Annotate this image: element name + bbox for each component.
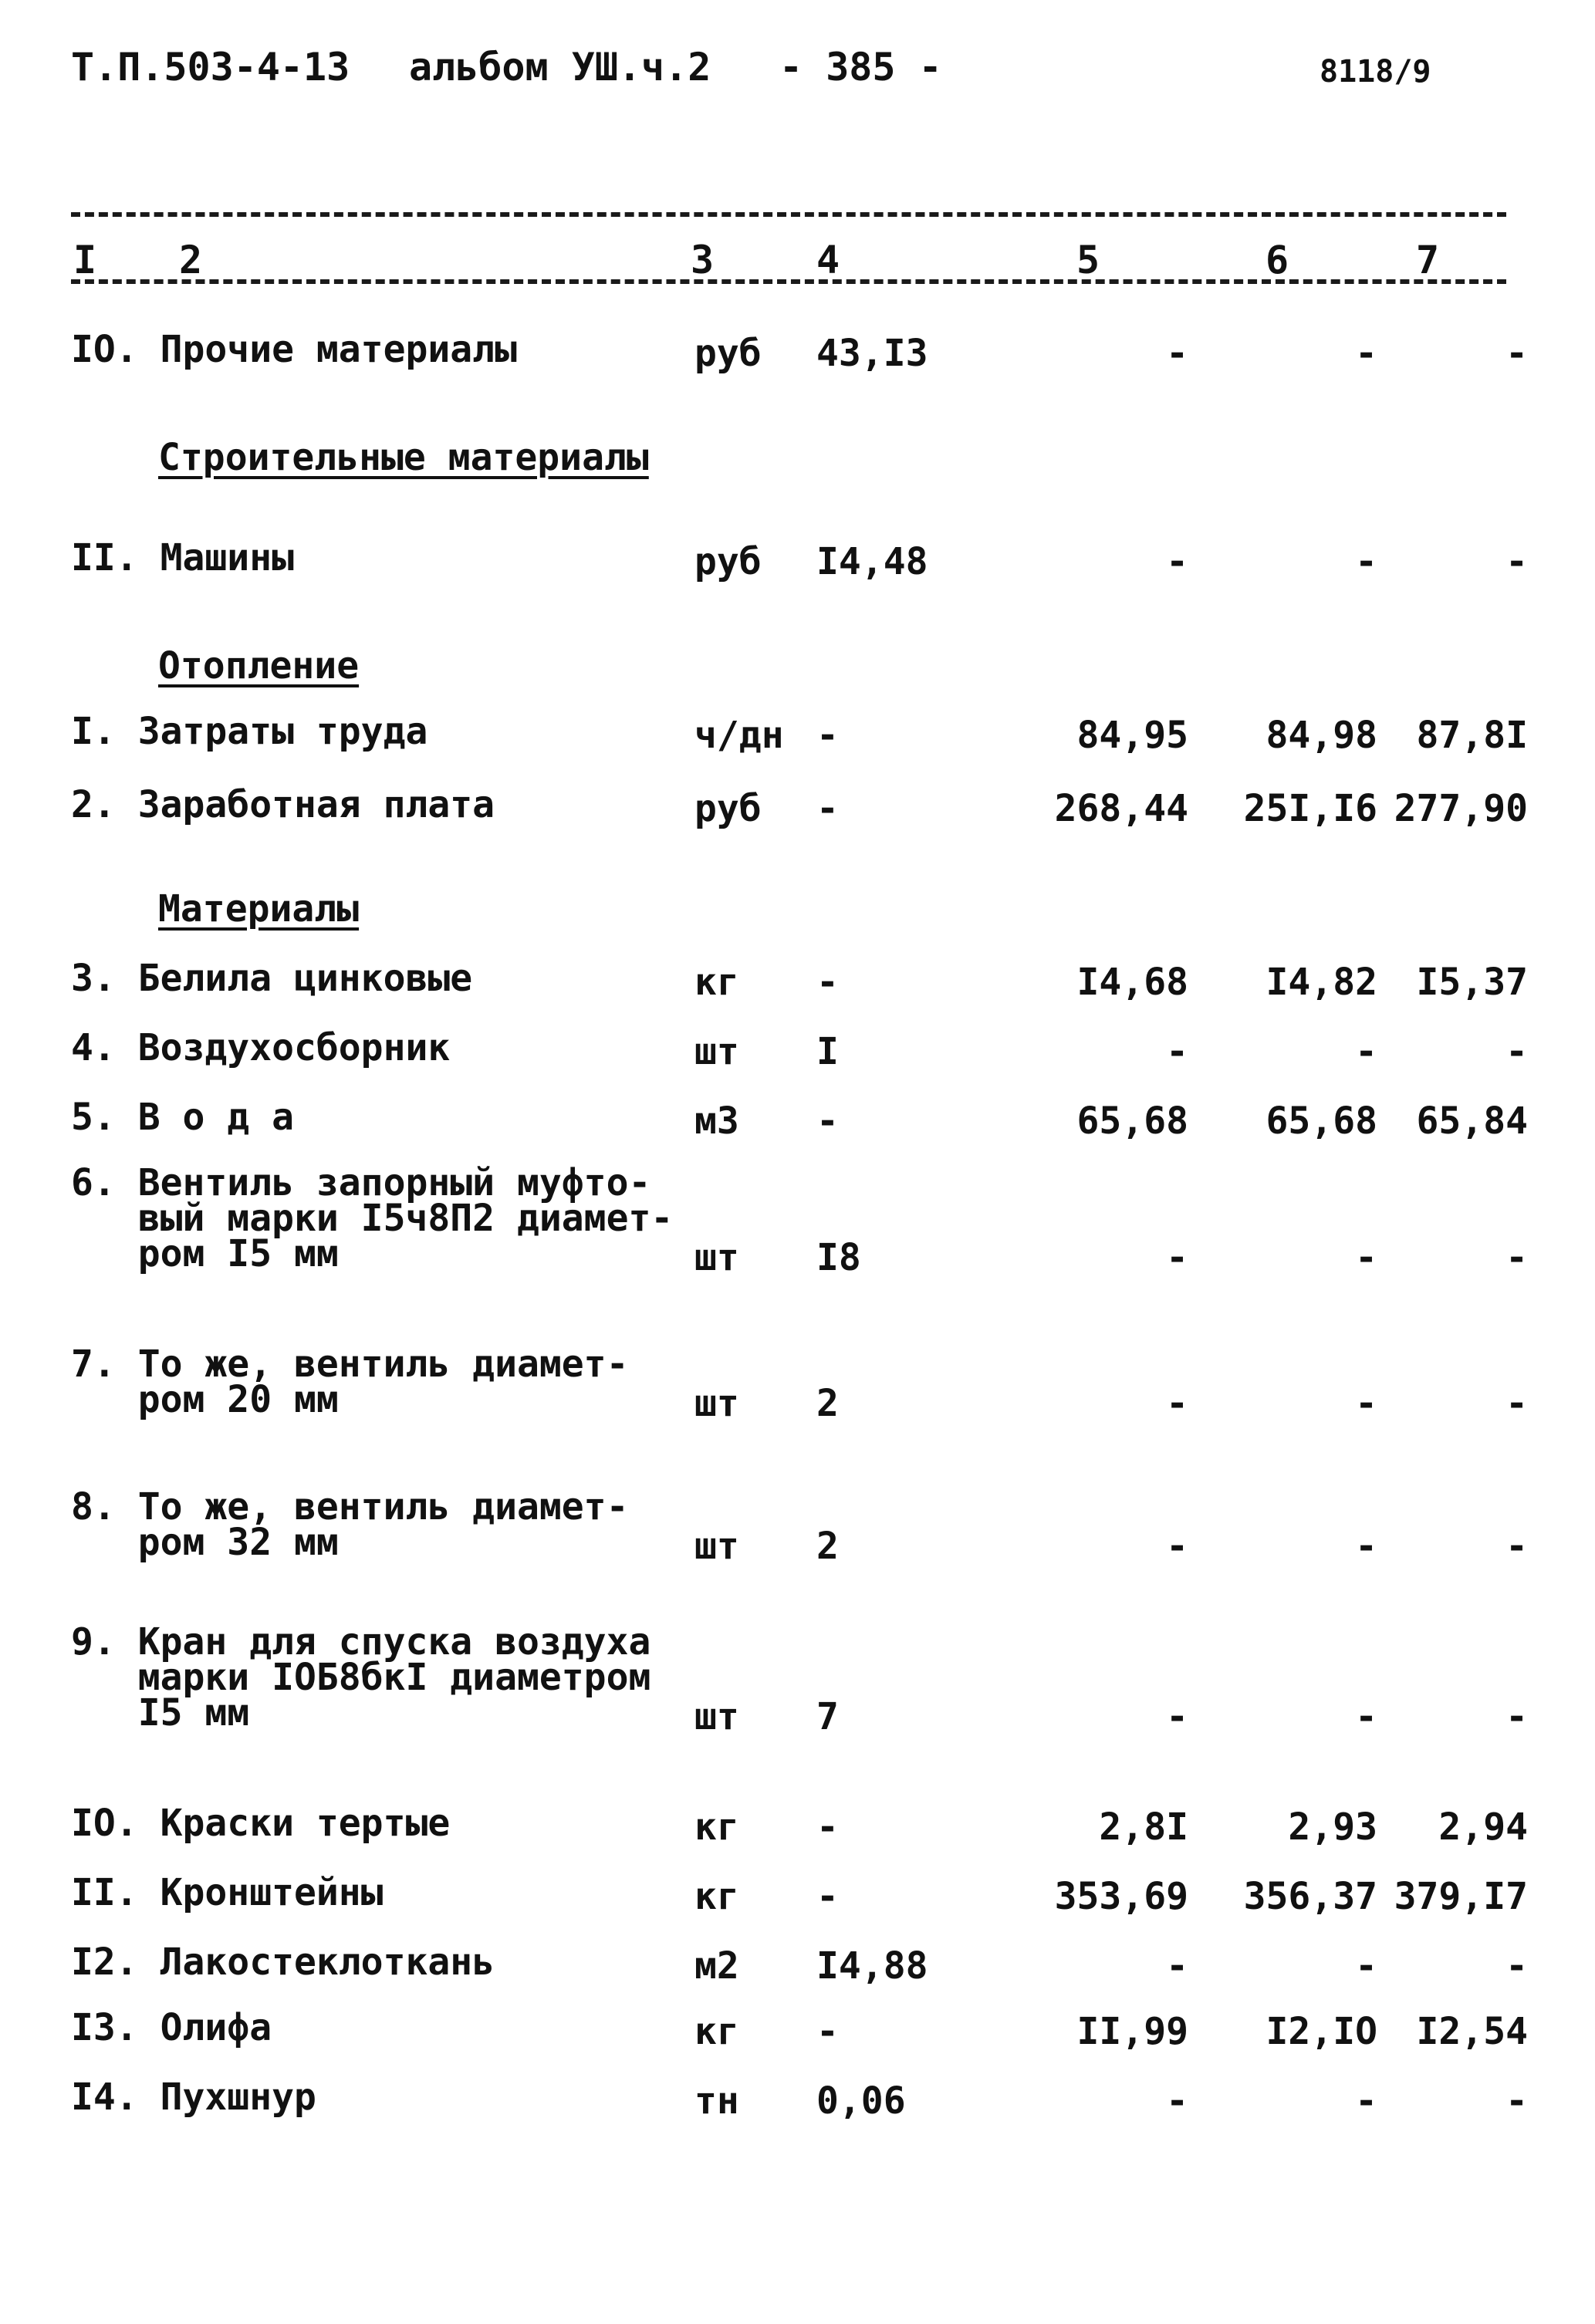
col-number-1: I: [73, 238, 97, 282]
col6-value: 25I,I6: [1243, 787, 1377, 830]
col5-value: 353,69: [1054, 1875, 1188, 1918]
item-unit: шт: [694, 1695, 739, 1738]
item-name-line: 9. Кран для спуска воздуха: [71, 1620, 651, 1664]
item-unit: кг: [694, 2010, 739, 2053]
col5-value: -: [1166, 332, 1188, 375]
item-name-line: 6. Вентиль запорный муфто-: [71, 1161, 651, 1204]
item-unit: шт: [694, 1030, 739, 1073]
col6-value: 65,68: [1266, 1100, 1377, 1143]
col-number-7: 7: [1416, 238, 1440, 282]
col6-value: I2,IO: [1266, 2010, 1377, 2053]
item-unit: шт: [694, 1525, 739, 1568]
col5-value: -: [1166, 1525, 1188, 1568]
col6-value: -: [1355, 2079, 1377, 2123]
item-name: [71, 1096, 294, 1139]
item-unit: руб: [694, 540, 762, 583]
item-name-line: ром 32 мм: [71, 1521, 339, 1564]
item-name-line: IO. Краски тертые: [71, 1802, 451, 1845]
col5-value: -: [1166, 540, 1188, 583]
item-name-line: I3. Олифа: [71, 2006, 272, 2049]
item-name: [71, 957, 473, 1000]
item-name-line: 5. В о д а: [71, 1096, 294, 1139]
item-unit: шт: [694, 1382, 739, 1425]
col7-value: -: [1505, 540, 1528, 583]
item-unit: ч/дн: [694, 714, 784, 757]
item-unit: кг: [694, 1805, 739, 1849]
col6-value: -: [1355, 1236, 1377, 1279]
item-unit: руб: [694, 332, 762, 375]
item-name-line: 4. Воздухосборник: [71, 1026, 451, 1069]
col4-value: I4,88: [816, 1944, 928, 1988]
item-unit: кг: [694, 1875, 739, 1918]
col7-value: 87,8I: [1416, 714, 1528, 757]
col4-value: -: [816, 961, 839, 1004]
item-name-line: II. Кронштейны: [71, 1871, 384, 1914]
col7-value: -: [1505, 1695, 1528, 1738]
item-name-line: I5 мм: [71, 1691, 250, 1735]
item-name: [71, 710, 428, 753]
item-name-line: II. Машины: [71, 536, 294, 579]
item-name-line: 2. Заработная плата: [71, 783, 495, 826]
col5-value: -: [1166, 1695, 1188, 1738]
item-unit: шт: [694, 1236, 739, 1279]
col5-value: 65,68: [1076, 1100, 1188, 1143]
col7-value: -: [1505, 332, 1528, 375]
col-number-3: 3: [691, 238, 715, 282]
album-label: альбом УШ.ч.2: [409, 45, 711, 90]
item-unit: тн: [694, 2079, 739, 2123]
col6-value: -: [1355, 540, 1377, 583]
item-name: [71, 1620, 651, 1735]
col5-value: -: [1166, 2079, 1188, 2123]
item-unit: м2: [694, 1944, 739, 1988]
item-name: [71, 1871, 384, 1914]
item-unit: кг: [694, 961, 739, 1004]
table-header-rule: [71, 279, 1506, 284]
col7-value: -: [1505, 1236, 1528, 1279]
col4-value: -: [816, 1875, 839, 1918]
item-name: [71, 1343, 629, 1421]
item-name-line: 3. Белила цинковые: [71, 957, 473, 1000]
item-name-line: I. Затраты труда: [71, 710, 428, 753]
col7-value: 277,90: [1394, 787, 1528, 830]
item-name-line: IO. Прочие материалы: [71, 328, 517, 371]
col5-value: II,99: [1076, 2010, 1188, 2053]
col7-value: I2,54: [1416, 2010, 1528, 2053]
col5-value: 84,95: [1076, 714, 1188, 757]
col7-value: 2,94: [1438, 1805, 1528, 1849]
item-name-line: I4. Пухшнур: [71, 2076, 316, 2119]
col6-value: -: [1355, 1030, 1377, 1073]
doc-code: Т.П.503-4-13: [71, 45, 350, 90]
col7-value: -: [1505, 1030, 1528, 1073]
col-number-2: 2: [179, 238, 203, 282]
item-name-line: ром I5 мм: [71, 1232, 339, 1275]
col5-value: 268,44: [1054, 787, 1188, 830]
item-name: [71, 1161, 674, 1275]
item-name: [71, 1802, 451, 1845]
item-unit: м3: [694, 1100, 739, 1143]
col4-value: 43,I3: [816, 332, 928, 375]
col6-value: 356,37: [1243, 1875, 1377, 1918]
col6-value: -: [1355, 1525, 1377, 1568]
col-number-4: 4: [816, 238, 840, 282]
item-name: [71, 1026, 451, 1069]
col5-value: -: [1166, 1236, 1188, 1279]
col6-value: -: [1355, 332, 1377, 375]
item-unit: руб: [694, 787, 762, 830]
item-name-line: 7. То же, вентиль диамет-: [71, 1343, 629, 1386]
col6-value: -: [1355, 1382, 1377, 1425]
col7-value: -: [1505, 1944, 1528, 1988]
col4-value: -: [816, 714, 839, 757]
col-number-6: 6: [1266, 238, 1289, 282]
item-name: [71, 2006, 272, 2049]
item-name-line: ром 20 мм: [71, 1378, 339, 1421]
col4-value: -: [816, 787, 839, 830]
col4-value: -: [816, 2010, 839, 2053]
section-heading-heating: Отопление: [158, 644, 360, 687]
item-name: [71, 783, 495, 826]
item-name-line: I2. Лакостеклоткань: [71, 1941, 495, 1984]
item-name-line: 8. То же, вентиль диамет-: [71, 1485, 629, 1529]
col7-value: I5,37: [1416, 961, 1528, 1004]
item-name: [71, 328, 517, 371]
col4-value: -: [816, 1805, 839, 1849]
col4-value: -: [816, 1100, 839, 1143]
col7-value: -: [1505, 1382, 1528, 1425]
col6-value: 2,93: [1288, 1805, 1377, 1849]
col5-value: -: [1166, 1382, 1188, 1425]
col4-value: I8: [816, 1236, 861, 1279]
item-name-line: вый марки I5ч8П2 диамет-: [71, 1197, 674, 1240]
col5-value: -: [1166, 1030, 1188, 1073]
col4-value: 7: [816, 1695, 839, 1738]
col5-value: -: [1166, 1944, 1188, 1988]
section-heading-building: Строительные материалы: [158, 436, 649, 479]
col6-value: -: [1355, 1944, 1377, 1988]
sheet-code: 8118/9: [1320, 54, 1431, 90]
col6-value: I4,82: [1266, 961, 1377, 1004]
col4-value: 2: [816, 1525, 839, 1568]
item-name: [71, 1941, 495, 1984]
col4-value: 0,06: [816, 2079, 906, 2123]
item-name: [71, 536, 294, 579]
section-heading-materials: Материалы: [158, 887, 360, 931]
table-top-rule: [71, 212, 1506, 217]
col6-value: -: [1355, 1695, 1377, 1738]
item-name-line: марки IОБ8бкI диаметром: [71, 1656, 651, 1699]
col7-value: 65,84: [1416, 1100, 1528, 1143]
col4-value: I: [816, 1030, 839, 1073]
item-name: [71, 1485, 629, 1564]
col7-value: -: [1505, 1525, 1528, 1568]
item-name: [71, 2076, 316, 2119]
col4-value: 2: [816, 1382, 839, 1425]
col5-value: I4,68: [1076, 961, 1188, 1004]
col6-value: 84,98: [1266, 714, 1377, 757]
col7-value: 379,I7: [1394, 1875, 1528, 1918]
col4-value: I4,48: [816, 540, 928, 583]
page-number: - 385 -: [779, 45, 942, 90]
col5-value: 2,8I: [1099, 1805, 1188, 1849]
col7-value: -: [1505, 2079, 1528, 2123]
col-number-5: 5: [1076, 238, 1100, 282]
